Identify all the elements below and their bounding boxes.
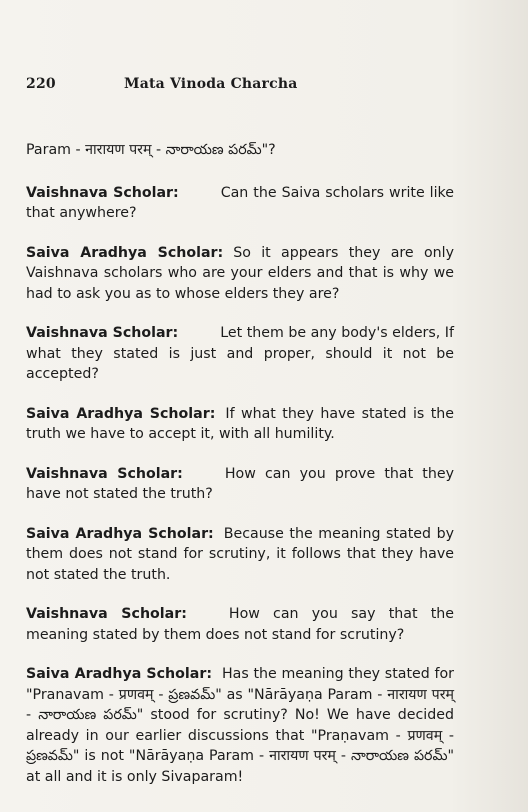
- speaker-label: Vaishnava Scholar:: [26, 465, 183, 482]
- paragraph-continued: [26, 140, 454, 161]
- paragraph-text: Has the meaning they stated for "Pranavam - प्रणवम् - ప్రణవమ్" as "Nārāyaṇa Param - नारायण परम् - నారాయణ పరమ్" stood for scrutiny? No! We have decided already in our earlier discussions that "Praṇavam - प्रणवम् - ప్రణవమ్" is not "Nārāyaṇa Param - नारायण परम् - నారాయణ పరమ్" at all and it is only Sivaparam!: [26, 666, 454, 785]
- speaker-label: Vaishnava Scholar:: [26, 184, 179, 201]
- speaker-label: Saiva Aradhya Scholar:: [26, 525, 214, 542]
- page-number: 220: [26, 76, 56, 92]
- paragraph-text: If what they have stated is the truth we have to accept it, with all humility.: [26, 405, 454, 442]
- paragraph-text: Because the meaning stated by them does not stand for scrutiny, it follows that they have not stated the truth.: [26, 525, 454, 583]
- dialogue-paragraph: [26, 524, 454, 586]
- page-header: [26, 76, 496, 92]
- dialogue-paragraph: [26, 243, 454, 305]
- paragraph-text: So it appears they are only Vaishnava scholars who are your elders and that is why we had to ask you as to whose elders they are?: [26, 244, 454, 302]
- running-title: Mata Vinoda Charcha: [124, 76, 298, 92]
- dialogue-paragraph: [26, 404, 454, 445]
- speaker-label: Saiva Aradhya Scholar:: [26, 244, 224, 261]
- dialogue-paragraph: [26, 664, 454, 787]
- speaker-label: Vaishnava Scholar:: [26, 606, 187, 622]
- dialogue-paragraph: [26, 604, 454, 645]
- dialogue-paragraph: [26, 323, 454, 385]
- paragraph-text: Let them be any body's elders, If what they stated is just and proper, should it not be accepted?: [26, 325, 454, 382]
- speaker-label: Saiva Aradhya Scholar:: [26, 405, 216, 422]
- dialogue-paragraph: [26, 183, 454, 224]
- speaker-label: Vaishnava Scholar:: [26, 325, 179, 341]
- paragraph-text: How can you prove that they have not stated the truth?: [26, 465, 454, 502]
- page-body: [26, 140, 454, 806]
- speaker-label: Saiva Aradhya Scholar:: [26, 666, 212, 682]
- paragraph-text: How can you say that the meaning stated by them does not stand for scrutiny?: [26, 606, 454, 643]
- paragraph-text: Param - नारायण परम् - నారాయణ పరమ్"?: [26, 142, 276, 158]
- dialogue-paragraph: [26, 464, 454, 505]
- paragraph-text: Can the Saiva scholars write like that anywhere?: [26, 184, 454, 221]
